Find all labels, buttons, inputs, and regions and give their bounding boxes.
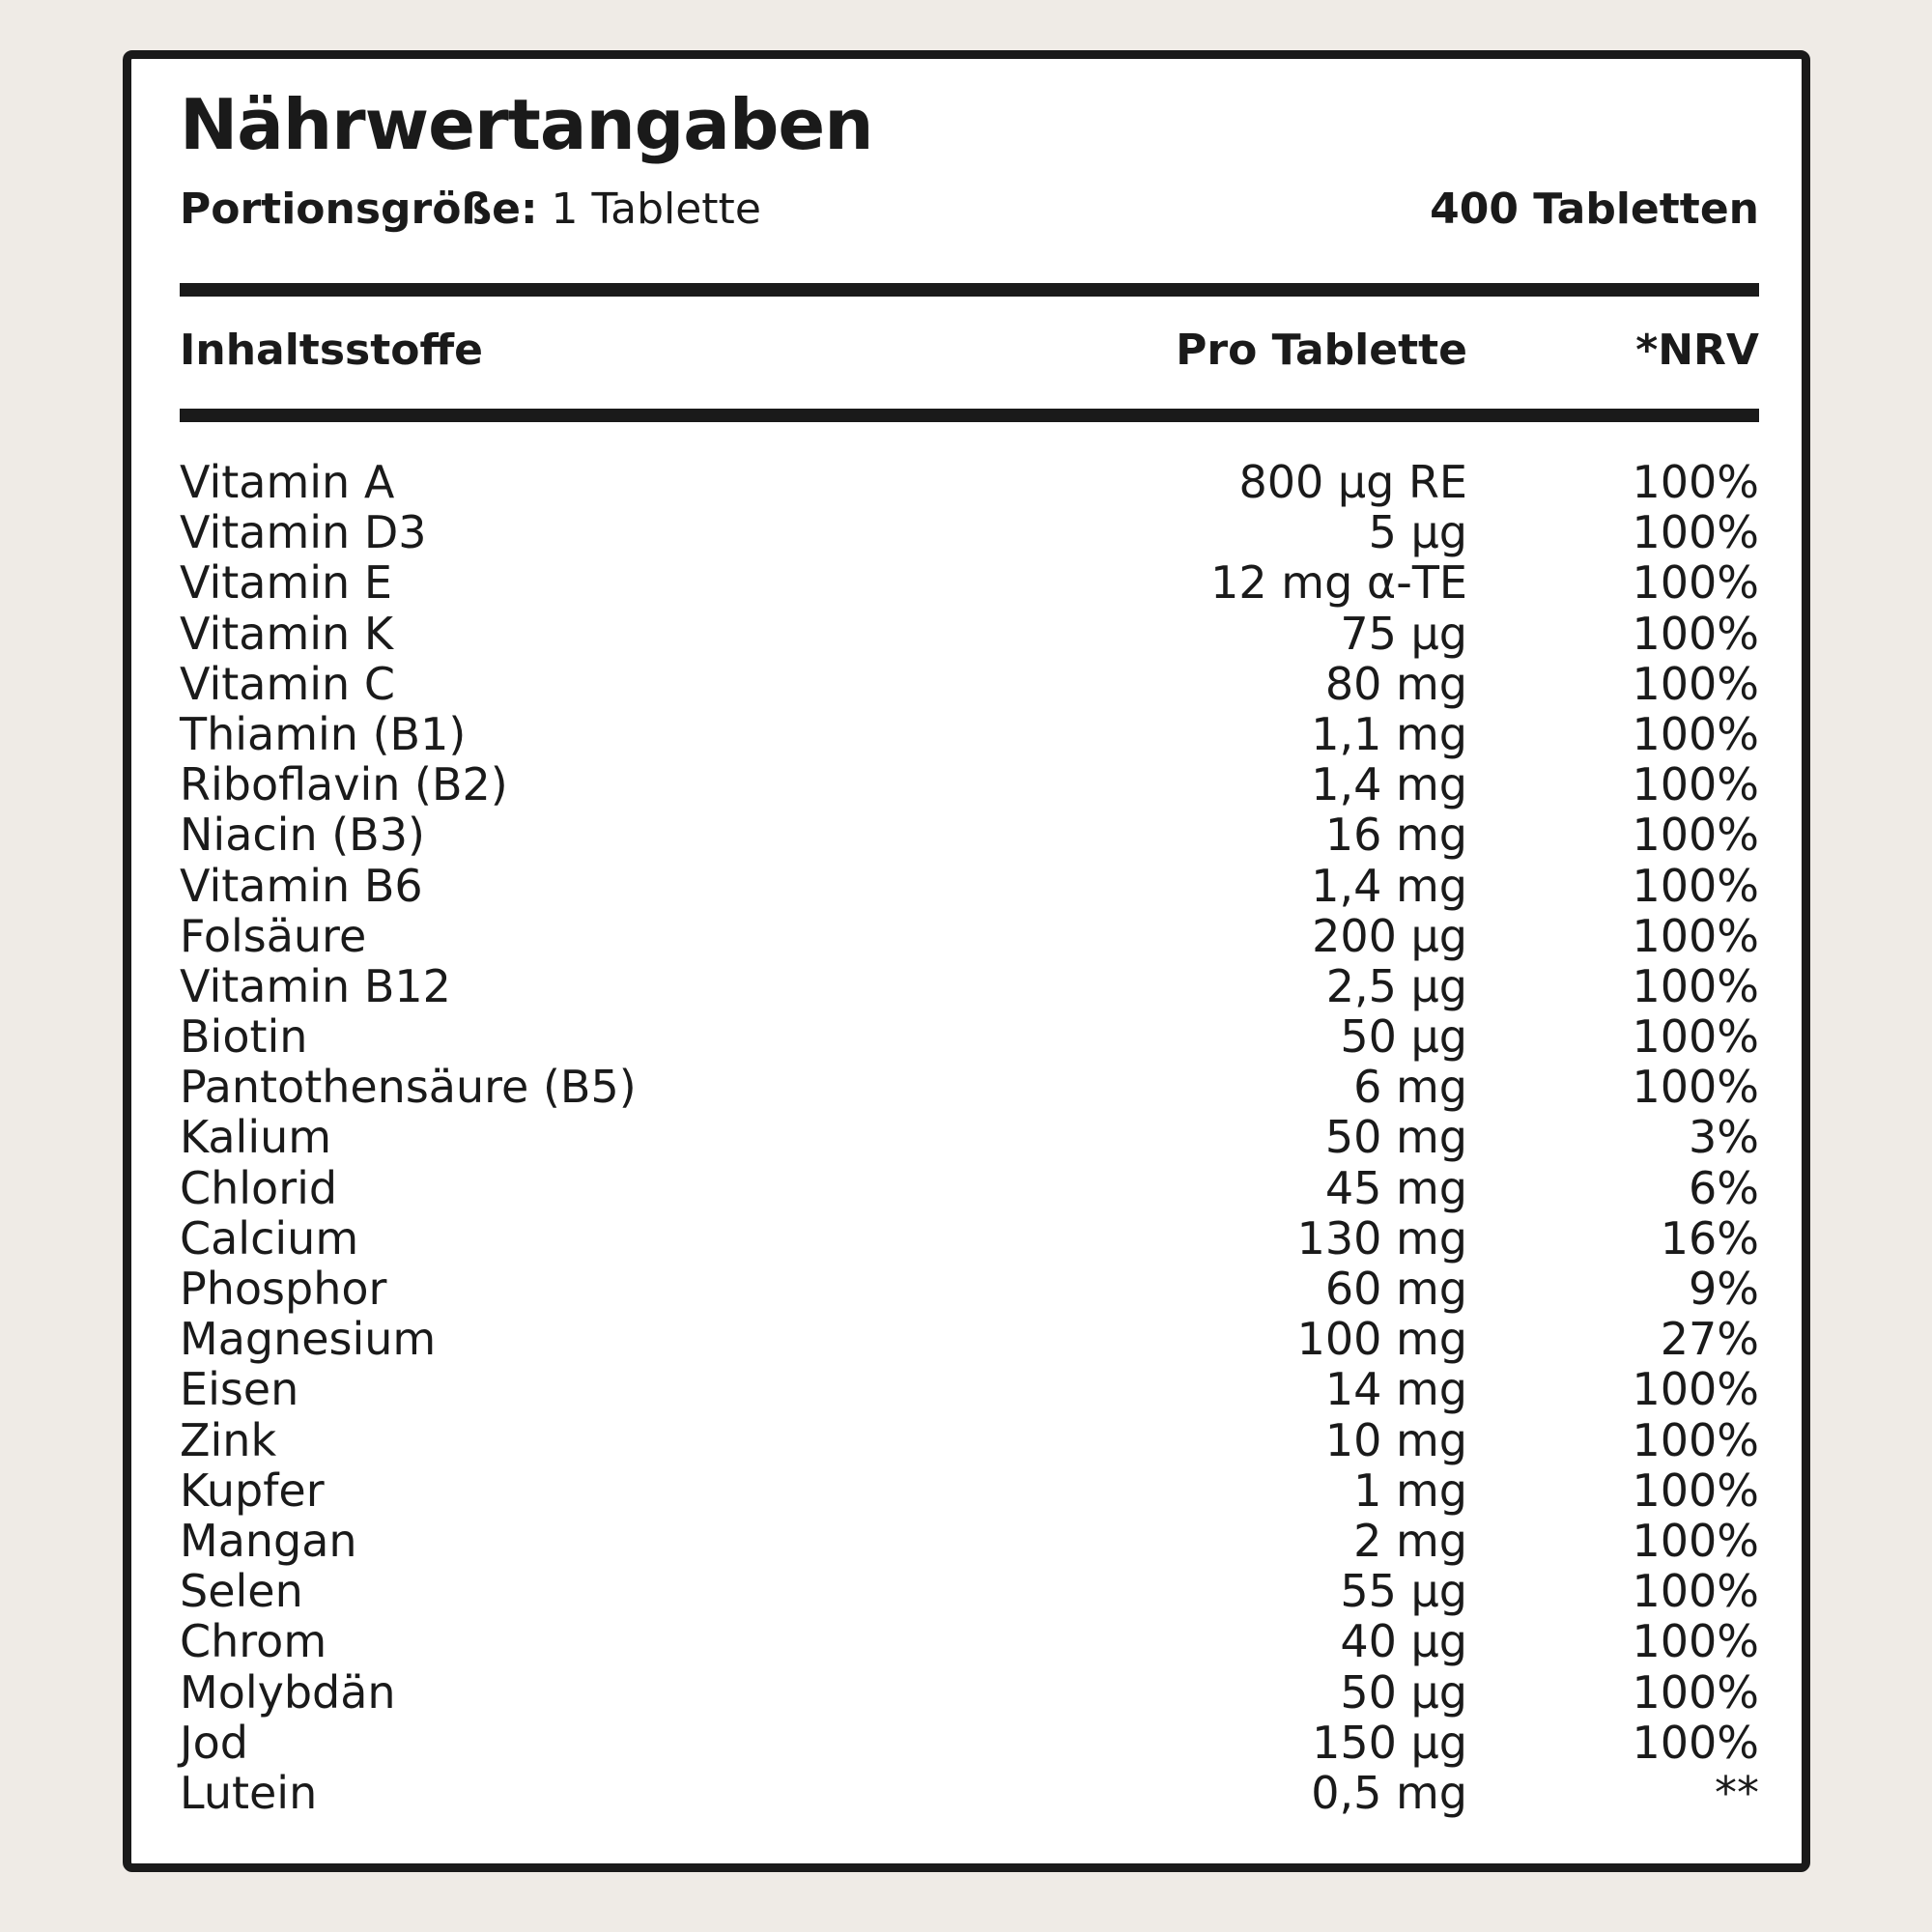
amount-per-tablet: 2,5 µg <box>1325 959 1467 1012</box>
table-row <box>180 609 1759 659</box>
amount-per-tablet: 150 µg <box>1312 1716 1467 1769</box>
nrv-percent: 100% <box>1632 809 1759 862</box>
ingredient-name: Zink <box>180 1413 277 1466</box>
table-row <box>180 1112 1759 1162</box>
table-row <box>180 1566 1759 1616</box>
amount-per-tablet: 1,4 mg <box>1311 758 1467 811</box>
nrv-percent: 9% <box>1689 1263 1759 1315</box>
nrv-percent: 100% <box>1632 959 1759 1012</box>
amount-per-tablet: 1,1 mg <box>1311 707 1467 760</box>
nrv-percent: 100% <box>1632 556 1759 610</box>
nrv-percent: 100% <box>1632 456 1759 508</box>
ingredient-name: Mangan <box>180 1514 357 1567</box>
table-row <box>180 1718 1759 1768</box>
nrv-percent: 6% <box>1689 1161 1759 1214</box>
nrv-percent: ** <box>1715 1766 1759 1819</box>
ingredient-name: Vitamin B6 <box>180 859 423 912</box>
table-row <box>180 1314 1759 1364</box>
amount-per-tablet: 50 µg <box>1340 1010 1467 1064</box>
amount-per-tablet: 45 mg <box>1324 1161 1467 1214</box>
nrv-percent: 100% <box>1632 758 1759 811</box>
nrv-percent: 100% <box>1632 1514 1759 1567</box>
nrv-percent: 100% <box>1632 1413 1759 1466</box>
amount-per-tablet: 16 mg <box>1324 809 1467 862</box>
column-header-per-tablet: Pro Tablette <box>1176 326 1467 375</box>
amount-per-tablet: 800 µg RE <box>1238 456 1467 508</box>
ingredient-name: Thiamin (B1) <box>180 707 467 760</box>
amount-per-tablet: 50 mg <box>1324 1111 1467 1164</box>
amount-per-tablet: 1 mg <box>1353 1463 1467 1517</box>
ingredient-name: Vitamin E <box>180 556 392 610</box>
table-row <box>180 810 1759 860</box>
amount-per-tablet: 1,4 mg <box>1311 859 1467 912</box>
amount-per-tablet: 130 mg <box>1296 1211 1467 1264</box>
package-count: 400 Tabletten <box>1430 185 1759 234</box>
ingredient-name: Vitamin C <box>180 657 395 710</box>
nrv-percent: 100% <box>1632 506 1759 559</box>
ingredient-name: Phosphor <box>180 1263 387 1315</box>
ingredient-name: Riboflavin (B2) <box>180 758 508 811</box>
table-row <box>180 759 1759 810</box>
amount-per-tablet: 100 mg <box>1296 1313 1467 1366</box>
table-header <box>180 312 1759 389</box>
nrv-percent: 27% <box>1660 1313 1759 1366</box>
table-row <box>180 1011 1759 1062</box>
table-row <box>180 507 1759 557</box>
table-row <box>180 1163 1759 1213</box>
amount-per-tablet: 60 mg <box>1324 1263 1467 1315</box>
ingredient-name: Vitamin K <box>180 607 393 660</box>
nutrition-facts-content <box>180 59 1759 1863</box>
ingredient-name: Molybdän <box>180 1665 396 1719</box>
table-row <box>180 1667 1759 1718</box>
ingredient-name: Lutein <box>180 1766 318 1819</box>
amount-per-tablet: 14 mg <box>1324 1363 1467 1416</box>
column-header-nrv: *NRV <box>1635 326 1759 375</box>
nrv-percent: 100% <box>1632 859 1759 912</box>
column-header-ingredient: Inhaltsstoffe <box>180 326 483 375</box>
ingredient-name: Niacin (B3) <box>180 809 425 862</box>
table-row <box>180 1364 1759 1414</box>
amount-per-tablet: 5 µg <box>1368 506 1467 559</box>
ingredient-name: Folsäure <box>180 909 367 962</box>
table-row <box>180 457 1759 507</box>
nrv-percent: 100% <box>1632 1010 1759 1064</box>
nutrition-facts-panel <box>123 50 1810 1872</box>
ingredient-name: Eisen <box>180 1363 299 1416</box>
amount-per-tablet: 50 µg <box>1340 1665 1467 1719</box>
nrv-percent: 16% <box>1660 1211 1759 1264</box>
table-row <box>180 1768 1759 1818</box>
amount-per-tablet: 80 mg <box>1324 657 1467 710</box>
nrv-percent: 3% <box>1689 1111 1759 1164</box>
table-row <box>180 1062 1759 1112</box>
ingredient-name: Vitamin D3 <box>180 506 427 559</box>
divider-top <box>180 283 1759 297</box>
amount-per-tablet: 40 µg <box>1340 1615 1467 1668</box>
table-row <box>180 861 1759 911</box>
table-row <box>180 1264 1759 1314</box>
amount-per-tablet: 55 µg <box>1340 1565 1467 1618</box>
nrv-percent: 100% <box>1632 707 1759 760</box>
ingredient-name: Biotin <box>180 1010 308 1064</box>
divider-header <box>180 409 1759 422</box>
amount-per-tablet: 6 mg <box>1353 1061 1467 1114</box>
table-row <box>180 1616 1759 1666</box>
ingredient-name: Kalium <box>180 1111 332 1164</box>
table-row <box>180 557 1759 608</box>
nrv-percent: 100% <box>1632 1565 1759 1618</box>
table-row <box>180 709 1759 759</box>
amount-per-tablet: 200 µg <box>1312 909 1467 962</box>
table-row <box>180 1516 1759 1566</box>
nrv-percent: 100% <box>1632 1615 1759 1668</box>
table-row <box>180 1213 1759 1264</box>
amount-per-tablet: 10 mg <box>1324 1413 1467 1466</box>
table-row <box>180 911 1759 961</box>
nrv-percent: 100% <box>1632 1716 1759 1769</box>
ingredient-name: Vitamin A <box>180 456 395 508</box>
ingredient-name: Chrom <box>180 1615 327 1668</box>
table-row <box>180 961 1759 1011</box>
amount-per-tablet: 0,5 mg <box>1311 1766 1467 1819</box>
table-row <box>180 1465 1759 1516</box>
nrv-percent: 100% <box>1632 1665 1759 1719</box>
nrv-percent: 100% <box>1632 1463 1759 1517</box>
serving-size-label: Portionsgröße: <box>180 185 538 234</box>
ingredient-name: Pantothensäure (B5) <box>180 1061 637 1114</box>
table-row <box>180 659 1759 709</box>
nrv-percent: 100% <box>1632 657 1759 710</box>
amount-per-tablet: 75 µg <box>1340 607 1467 660</box>
nrv-percent: 100% <box>1632 909 1759 962</box>
ingredient-name: Chlorid <box>180 1161 338 1214</box>
amount-per-tablet: 12 mg α-TE <box>1210 556 1467 610</box>
serving-info <box>180 181 1759 239</box>
nrv-percent: 100% <box>1632 1061 1759 1114</box>
nrv-percent: 100% <box>1632 607 1759 660</box>
ingredient-name: Selen <box>180 1565 303 1618</box>
ingredient-name: Kupfer <box>180 1463 325 1517</box>
ingredient-list <box>180 457 1759 1818</box>
page-title: Nährwertangaben <box>180 84 873 165</box>
ingredient-name: Magnesium <box>180 1313 437 1366</box>
ingredient-name: Calcium <box>180 1211 359 1264</box>
serving-size-value: 1 Tablette <box>551 185 761 234</box>
ingredient-name: Vitamin B12 <box>180 959 451 1012</box>
nrv-percent: 100% <box>1632 1363 1759 1416</box>
table-row <box>180 1415 1759 1465</box>
ingredient-name: Jod <box>180 1716 248 1769</box>
amount-per-tablet: 2 mg <box>1353 1514 1467 1567</box>
